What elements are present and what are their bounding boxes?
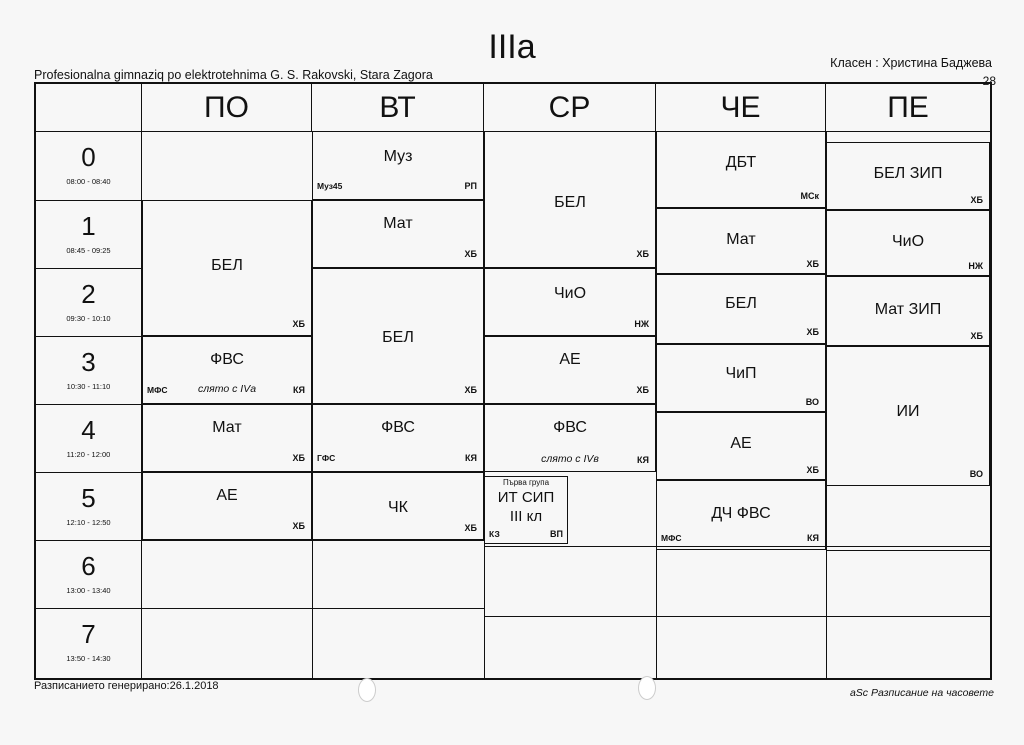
lesson-subject: ФВС [553, 419, 587, 436]
lesson-teacher: ХБ [806, 259, 819, 269]
row-divider [142, 540, 484, 541]
period-time: 08:45 - 09:25 [66, 246, 111, 255]
lesson-subject: Мат [212, 419, 242, 436]
lesson-cell [312, 268, 484, 404]
lesson-cell [656, 132, 826, 208]
lesson-room: КЗ [489, 529, 500, 539]
lesson-subject: АЕ [730, 435, 752, 452]
lesson-cell [312, 472, 484, 540]
period-row-4 [36, 404, 142, 472]
period-time: 13:50 - 14:30 [66, 654, 111, 663]
lesson-subject: ЧиП [725, 365, 757, 382]
handwritten-note: слято с IVа [197, 383, 257, 395]
lesson-subject: БЕЛ [554, 194, 586, 211]
row-divider [484, 546, 990, 547]
day-header-fri: ПЕ [826, 84, 990, 132]
lesson-teacher: ХБ [636, 385, 649, 395]
lesson-teacher: КЯ [807, 533, 819, 543]
lesson-cell [484, 268, 656, 336]
group-label: Първа група [502, 478, 550, 487]
lesson-subject: БЕЛ [725, 295, 757, 312]
day-header-wed: СР [484, 84, 656, 132]
lesson-teacher: НЖ [968, 261, 983, 271]
software-credit: aSc Разписание на часовете [849, 687, 994, 699]
page-number: 28 [982, 74, 996, 88]
lesson-teacher: ХБ [636, 249, 649, 259]
lesson-cell [826, 346, 990, 486]
lesson-cell [826, 142, 990, 210]
lesson-subject: ИИ [896, 403, 920, 420]
lesson-teacher: КЯ [465, 453, 477, 463]
lesson-cell [312, 200, 484, 268]
lesson-cell [312, 404, 484, 472]
period-row-2 [36, 268, 142, 336]
row-divider [826, 550, 990, 551]
period-row-5 [36, 472, 142, 540]
lesson-subject: ДЧ ФВС [711, 505, 771, 522]
lesson-teacher: КЯ [637, 455, 649, 465]
lesson-teacher: ХБ [464, 523, 477, 533]
lesson-cell [656, 274, 826, 344]
lesson-teacher: ХБ [464, 249, 477, 259]
grid-corner [36, 84, 142, 132]
school-name: Profesionalna gimnaziq po elektrotehnima G. S. Rakovski, Stara Zagora [34, 68, 433, 82]
period-time: 11:20 - 12:00 [66, 450, 111, 459]
lesson-cell [656, 412, 826, 480]
period-row-7 [36, 608, 142, 678]
punch-hole [638, 676, 656, 700]
lesson-subject: Муз [383, 148, 413, 165]
lesson-cell [484, 336, 656, 404]
lesson-subject: ФВС [381, 419, 415, 436]
day-header-thu: ЧЕ [656, 84, 826, 132]
lesson-subject: БЕЛ ЗИП [873, 165, 943, 182]
row-divider [142, 608, 484, 609]
period-row-3 [36, 336, 142, 404]
lesson-cell [142, 404, 312, 472]
row-divider [484, 616, 990, 617]
homeroom-teacher: Класен : Христина Баджева [830, 56, 992, 70]
lesson-room: МФС [661, 533, 682, 543]
lesson-teacher: ВО [805, 397, 819, 407]
lesson-subject: ЧК [388, 499, 408, 516]
lesson-subject: Мат ЗИП [874, 301, 942, 318]
timetable-grid [34, 82, 992, 680]
period-number: 4 [81, 415, 96, 445]
lesson-subject: Мат [383, 215, 413, 232]
lesson-teacher: ВО [969, 469, 983, 479]
lesson-cell [142, 200, 312, 336]
lesson-room: Муз45 [317, 181, 343, 191]
lesson-cell-group [484, 476, 568, 544]
lesson-teacher: ХБ [806, 327, 819, 337]
handwritten-note: слято с IVв [541, 453, 599, 465]
period-row-1 [36, 200, 142, 268]
lesson-teacher: ХБ [292, 319, 305, 329]
lesson-subject: ФВС [210, 351, 244, 368]
period-number: 1 [81, 211, 96, 241]
period-time: 10:30 - 11:10 [66, 382, 111, 391]
lesson-cell [312, 132, 484, 200]
lesson-teacher: КЯ [293, 385, 305, 395]
lesson-subject: ИТ СИП [497, 489, 555, 506]
lesson-cell [656, 480, 826, 550]
lesson-teacher: ХБ [970, 331, 983, 341]
period-number: 6 [81, 551, 96, 581]
period-number: 3 [81, 347, 96, 377]
lesson-teacher: ХБ [806, 465, 819, 475]
period-time: 08:00 - 08:40 [66, 177, 111, 186]
lesson-teacher: ХБ [464, 385, 477, 395]
lesson-cell [656, 208, 826, 274]
period-row-6 [36, 540, 142, 608]
period-number: 2 [81, 279, 96, 309]
lesson-cell [142, 336, 312, 404]
lesson-teacher: МСк [800, 191, 819, 201]
lesson-subject: ЧиО [553, 285, 587, 302]
lesson-subject: Мат [726, 231, 756, 248]
lesson-subject: АЕ [559, 351, 581, 368]
lesson-room: МФС [147, 385, 168, 395]
lesson-teacher: ХБ [292, 521, 305, 531]
lesson-room: ГФС [317, 453, 336, 463]
generated-date: Разписанието генерирано:26.1.2018 [34, 680, 219, 692]
lesson-cell [656, 344, 826, 412]
day-header-tue: ВТ [312, 84, 484, 132]
lesson-teacher: ХБ [970, 195, 983, 205]
lesson-cell [484, 132, 656, 268]
lesson-teacher: РП [464, 181, 477, 191]
lesson-subject: БЕЛ [211, 257, 243, 274]
lesson-subject: ДБТ [725, 154, 757, 171]
period-number: 7 [81, 619, 96, 649]
punch-hole [358, 678, 376, 702]
day-header-mon: ПО [142, 84, 312, 132]
lesson-teacher: ХБ [292, 453, 305, 463]
class-title: IIIa [488, 28, 536, 66]
period-time: 13:00 - 13:40 [66, 586, 111, 595]
lesson-subject: ЧиО [891, 233, 925, 250]
lesson-teacher: НЖ [634, 319, 649, 329]
period-number: 5 [81, 483, 96, 513]
lesson-subject: АЕ [216, 487, 238, 504]
period-row-0 [36, 132, 142, 200]
lesson-subject-line2: III кл [509, 508, 543, 525]
period-time: 09:30 - 10:10 [66, 314, 111, 323]
lesson-teacher: ВП [550, 529, 563, 539]
lesson-cell [826, 276, 990, 346]
lesson-cell [484, 404, 656, 472]
lesson-cell [142, 472, 312, 540]
period-number: 0 [81, 142, 96, 172]
lesson-cell [826, 210, 990, 276]
lesson-subject: БЕЛ [382, 329, 414, 346]
period-time: 12:10 - 12:50 [66, 518, 111, 527]
